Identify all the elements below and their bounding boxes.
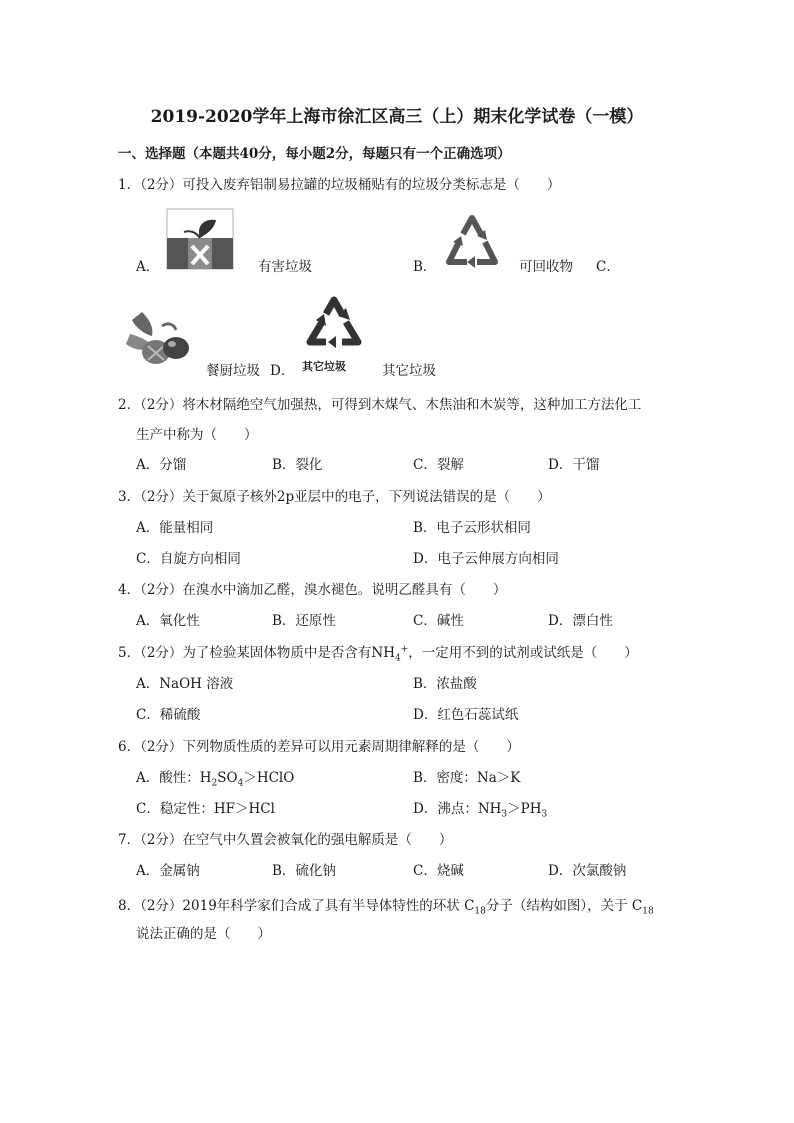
q5-stem-sup: + (400, 644, 409, 655)
q3-option-d: D．电子云伸展方向相同 (413, 551, 559, 567)
q3-option-b: B．电子云形状相同 (413, 520, 531, 536)
recycle-icon (441, 212, 503, 270)
q1-option-d-text: 其它垃圾 (382, 363, 436, 379)
hazardous-waste-icon (166, 208, 234, 270)
q6-option-d (413, 799, 547, 819)
q7-option-d: D．次氯酸钠 (548, 863, 627, 879)
q1-option-a-label: A． (136, 259, 160, 275)
q5-stem-sub: 4 (395, 653, 401, 664)
q1-option-d-label: D． (270, 363, 295, 379)
q5-stem-pre: 5．（2分）为了检验某固体物质中是否含有NH (118, 645, 396, 661)
q6-stem: 6．（2分）下列物质性质的差异可以用元素周期律解释的是（ ） (118, 739, 520, 755)
q4-option-b: B．还原性 (272, 613, 336, 629)
q2-option-a: A．分馏 (136, 457, 187, 473)
q6-option-b: B．密度：Na＞K (413, 770, 521, 786)
q6-a-pre: A．酸性：H (136, 770, 212, 786)
q7-option-a: A．金属钠 (136, 863, 200, 879)
q8-stem-sub: 18 (474, 906, 486, 917)
q8-stem-line1 (118, 896, 654, 916)
q3-stem: 3．（2分）关于氮原子核外2p亚层中的电子，下列说法错误的是（ ） (118, 489, 551, 505)
q1-stem: 1．（2分）可投入废弃铝制易拉罐的垃圾桶贴有的垃圾分类标志是（ ） (118, 177, 561, 193)
q6-d-sub1: 3 (501, 809, 508, 820)
q1-option-c-label: C． (596, 259, 620, 275)
q5-option-a: A．NaOH 溶液 (136, 676, 234, 692)
q7-option-b: B．硫化钠 (272, 863, 336, 879)
q6-a-sub2: 4 (237, 778, 244, 789)
q8-stem-sub2: 18 (642, 906, 654, 917)
q3-option-a: A．能量相同 (136, 520, 214, 536)
q4-option-a: A．氧化性 (136, 613, 200, 629)
q7-option-c: C．烧碱 (413, 863, 464, 879)
q1-option-a-text: 有害垃圾 (258, 259, 312, 275)
q6-option-c: C．稳定性：HF＞HCl (136, 801, 275, 817)
q1-option-b-text: 可回收物 (519, 259, 573, 275)
q2-stem-line1: 2．（2分）将木材隔绝空气加强热，可得到木煤气、木焦油和木炭等，这种加工方法化工 (118, 397, 642, 413)
page-title: 2019-2020学年上海市徐汇区高三（上）期末化学试卷（一模） (150, 107, 644, 127)
q6-d-mid: ＞PH (507, 801, 542, 817)
q6-d-sub2: 3 (541, 809, 548, 820)
q5-stem-post: ，一定用不到的试剂或试纸是（ ） (408, 645, 638, 661)
q4-stem: 4．（2分）在溴水中滴加乙醛，溴水褪色。说明乙醛具有（ ） (118, 582, 507, 598)
q8-stem-line2: 说法正确的是（ ） (136, 926, 271, 942)
section-heading: 一、选择题（本题共40分，每小题2分，每题只有一个正确选项） (118, 146, 511, 162)
q8-stem-mid: 分子（结构如图），关于 C (485, 898, 643, 914)
q4-option-d: D．漂白性 (548, 613, 613, 629)
q1-option-c-text: 餐厨垃圾 (206, 363, 260, 379)
q5-option-b: B．浓盐酸 (413, 676, 477, 692)
q8-stem-pre: 8．（2分）2019年科学家们合成了具有半导体特性的环状 C (118, 898, 475, 914)
q3-option-c: C．自旋方向相同 (136, 551, 241, 567)
q7-stem: 7．（2分）在空气中久置会被氧化的强电解质是（ ） (118, 832, 453, 848)
q2-option-d: D．干馏 (548, 457, 600, 473)
q2-option-b: B．裂化 (272, 457, 323, 473)
q5-option-c: C．稀硫酸 (136, 707, 201, 723)
q6-option-a (136, 768, 294, 788)
other-waste-logo-caption: 其它垃圾 (302, 360, 346, 373)
q5-option-d: D．红色石蕊试纸 (413, 707, 519, 723)
q6-a-sub1: 2 (211, 778, 218, 789)
q6-a-mid: SO (217, 770, 238, 786)
q2-option-c: C．裂解 (413, 457, 464, 473)
q4-option-c: C．碱性 (413, 613, 464, 629)
q6-a-post: ＞HClO (243, 770, 295, 786)
kitchen-waste-icon (122, 306, 194, 370)
q5-stem (118, 643, 638, 663)
q6-d-pre: D．沸点：NH (413, 801, 502, 817)
q2-stem-line2: 生产中称为（ ） (136, 427, 258, 443)
q1-option-b-label: B． (413, 259, 437, 275)
